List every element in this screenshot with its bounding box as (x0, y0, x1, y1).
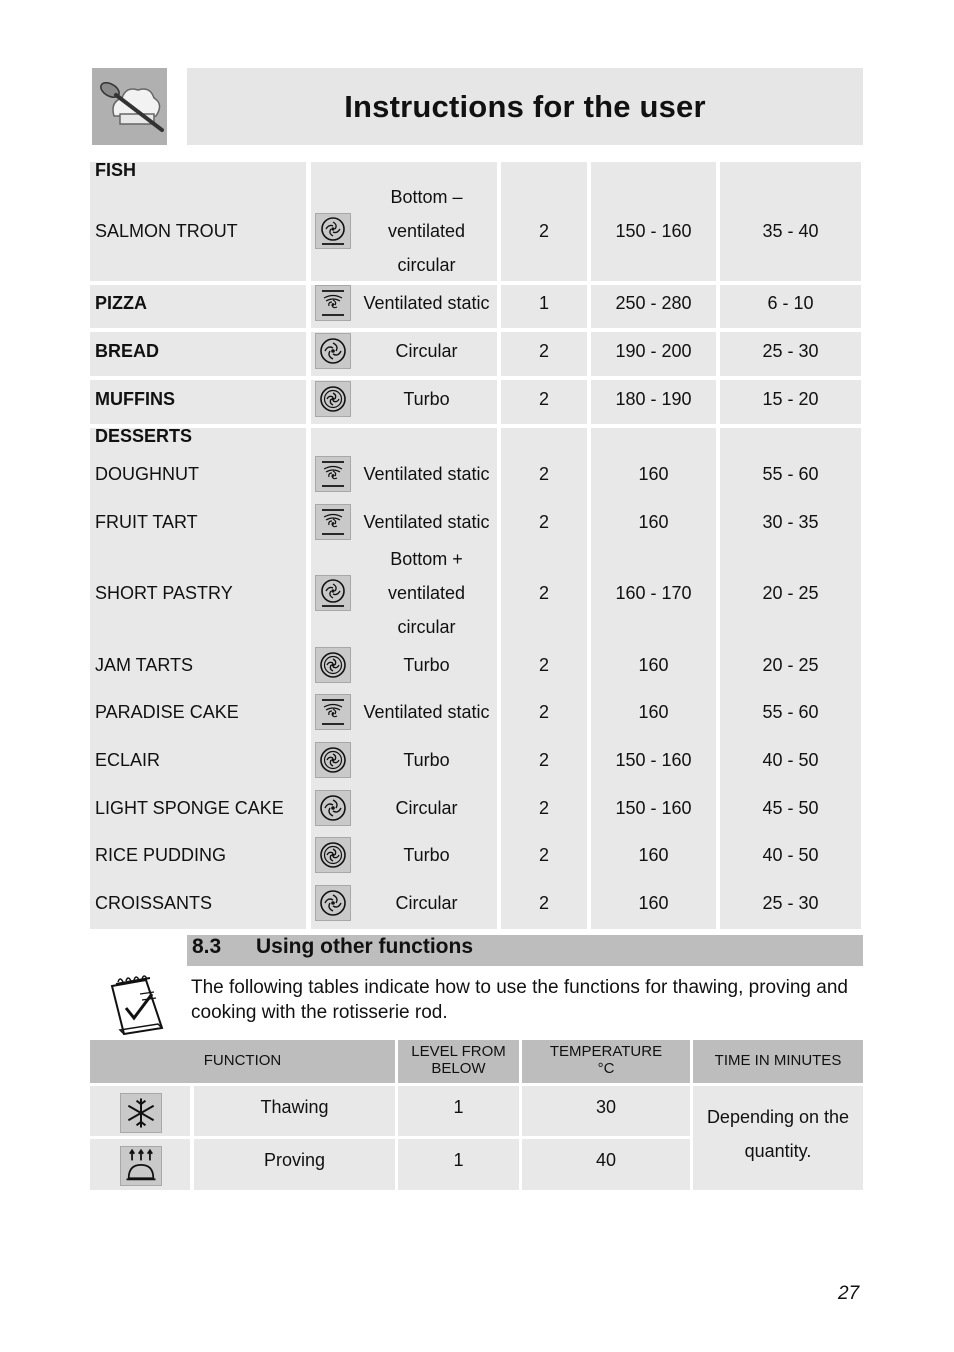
time-value: 20 - 25 (762, 583, 819, 603)
level-value: 2 (538, 750, 549, 770)
function-label: Circular (395, 893, 458, 913)
temp-value: 180 - 190 (615, 389, 692, 409)
food-name: CROISSANTS (95, 893, 213, 913)
food-name: FRUIT TART (95, 512, 198, 532)
food-name: PIZZA (95, 293, 147, 313)
ventilated-static-icon (315, 456, 351, 492)
food-name: DOUGHNUT (95, 464, 199, 484)
level-value: 2 (538, 464, 549, 484)
level-value: 2 (538, 655, 549, 675)
function-label-line: ventilated (387, 221, 466, 241)
temp-value: 160 (638, 845, 669, 865)
bottom-ventilated-circular-icon (315, 575, 351, 611)
time-value: 15 - 20 (762, 389, 819, 409)
function-label-line: Bottom + (390, 549, 463, 569)
bottom-ventilated-circular-icon (315, 213, 351, 249)
food-name: SALMON TROUT (95, 221, 238, 241)
time-value: 45 - 50 (762, 798, 819, 818)
turbo-icon (315, 381, 351, 417)
chef-hat-spoon-icon (92, 68, 167, 145)
page-number: 27 (838, 1283, 860, 1304)
food-name: RICE PUDDING (95, 845, 227, 865)
level-value: 2 (538, 512, 549, 532)
function-label: Ventilated static (363, 464, 490, 484)
food-name: MUFFINS (95, 389, 175, 409)
notepad-icon (106, 972, 170, 1036)
time-value: 40 - 50 (762, 750, 819, 770)
functions-header-time (693, 1040, 863, 1083)
time-line-2: quantity. (744, 1141, 812, 1161)
temp-value: 150 - 160 (615, 750, 692, 770)
group-heading: DESSERTS (95, 426, 193, 446)
time-value: 20 - 25 (762, 655, 819, 675)
level-value: 2 (538, 798, 549, 818)
section-number: 8.3 (192, 935, 222, 958)
function-label-line: ventilated (387, 583, 466, 603)
ventilated-static-icon (315, 285, 351, 321)
time-value: 55 - 60 (762, 464, 819, 484)
food-name: LIGHT SPONGE CAKE (95, 798, 284, 818)
time-value: 55 - 60 (762, 702, 819, 722)
section-paragraph: The following tables indicate how to use the functions for thawing, proving and cooking with the rotisserie rod. (191, 977, 848, 1023)
function-label-line: Bottom – (390, 187, 463, 207)
function-label: Turbo (403, 655, 450, 675)
functions-time-cell (693, 1086, 863, 1190)
function-label-line: circular (397, 617, 456, 637)
function-label: Ventilated static (363, 702, 490, 722)
functions-header-level (398, 1040, 519, 1083)
level-value: 2 (538, 845, 549, 865)
function-label: Turbo (403, 389, 450, 409)
food-name: SHORT PASTRY (95, 583, 233, 603)
time-value: 30 - 35 (762, 512, 819, 532)
food-name: PARADISE CAKE (95, 702, 239, 722)
ventilated-static-icon (315, 694, 351, 730)
chef-logo (92, 68, 167, 145)
time-value: 25 - 30 (762, 893, 819, 913)
temp-value: 250 - 280 (615, 293, 692, 313)
time-value: 25 - 30 (762, 341, 819, 361)
function-label-line: circular (397, 255, 456, 275)
function-name: Thawing (260, 1097, 329, 1117)
function-label: Ventilated static (363, 512, 490, 532)
function-level: 1 (453, 1097, 464, 1117)
header-temp-line1: TEMPERATURE (549, 1043, 663, 1060)
temp-value: 150 - 160 (615, 798, 692, 818)
temp-value: 160 (638, 464, 669, 484)
page-title: Instructions for the user (344, 88, 706, 124)
level-value: 2 (538, 583, 549, 603)
function-label: Turbo (403, 750, 450, 770)
time-value: 6 - 10 (767, 293, 814, 313)
section-title: Using other functions (256, 935, 473, 958)
time-value: 40 - 50 (762, 845, 819, 865)
function-label: Ventilated static (363, 293, 490, 313)
level-value: 2 (538, 341, 549, 361)
level-value: 2 (538, 389, 549, 409)
temp-value: 160 (638, 655, 669, 675)
function-label: Turbo (403, 845, 450, 865)
header-temp-line2: °C (597, 1060, 615, 1077)
temp-value: 190 - 200 (615, 341, 692, 361)
circular-icon (315, 790, 351, 826)
turbo-icon (315, 837, 351, 873)
header-time-label: TIME IN MINUTES (714, 1052, 842, 1069)
functions-header-function (90, 1040, 395, 1083)
turbo-icon (315, 742, 351, 778)
proving-icon (120, 1146, 162, 1186)
title-banner (187, 68, 863, 145)
level-value: 2 (538, 702, 549, 722)
turbo-icon (315, 647, 351, 683)
food-name: JAM TARTS (95, 655, 194, 675)
food-name: BREAD (95, 341, 160, 361)
time-line-1: Depending on the (706, 1107, 850, 1127)
temp-value: 160 - 170 (615, 583, 692, 603)
food-name: ECLAIR (95, 750, 161, 770)
function-temp: 30 (595, 1097, 617, 1117)
group-heading: FISH (95, 160, 137, 180)
function-level: 1 (453, 1150, 464, 1170)
ventilated-static-icon (315, 504, 351, 540)
level-value: 2 (538, 221, 549, 241)
circular-icon (315, 333, 351, 369)
circular-icon (315, 885, 351, 921)
function-label: Circular (395, 798, 458, 818)
temp-value: 160 (638, 702, 669, 722)
header-level-line2: BELOW (431, 1060, 486, 1077)
function-name: Proving (263, 1150, 326, 1170)
snowflake-icon (120, 1093, 162, 1133)
header-level-line1: LEVEL FROM (411, 1043, 506, 1060)
level-value: 2 (538, 893, 549, 913)
temp-value: 160 (638, 512, 669, 532)
level-value: 1 (538, 293, 549, 313)
function-label: Circular (395, 341, 458, 361)
temp-value: 160 (638, 893, 669, 913)
time-value: 35 - 40 (762, 221, 819, 241)
functions-header-temperature (522, 1040, 690, 1083)
function-temp: 40 (595, 1150, 617, 1170)
header-function-label: FUNCTION (203, 1052, 282, 1069)
temp-value: 150 - 160 (615, 221, 692, 241)
